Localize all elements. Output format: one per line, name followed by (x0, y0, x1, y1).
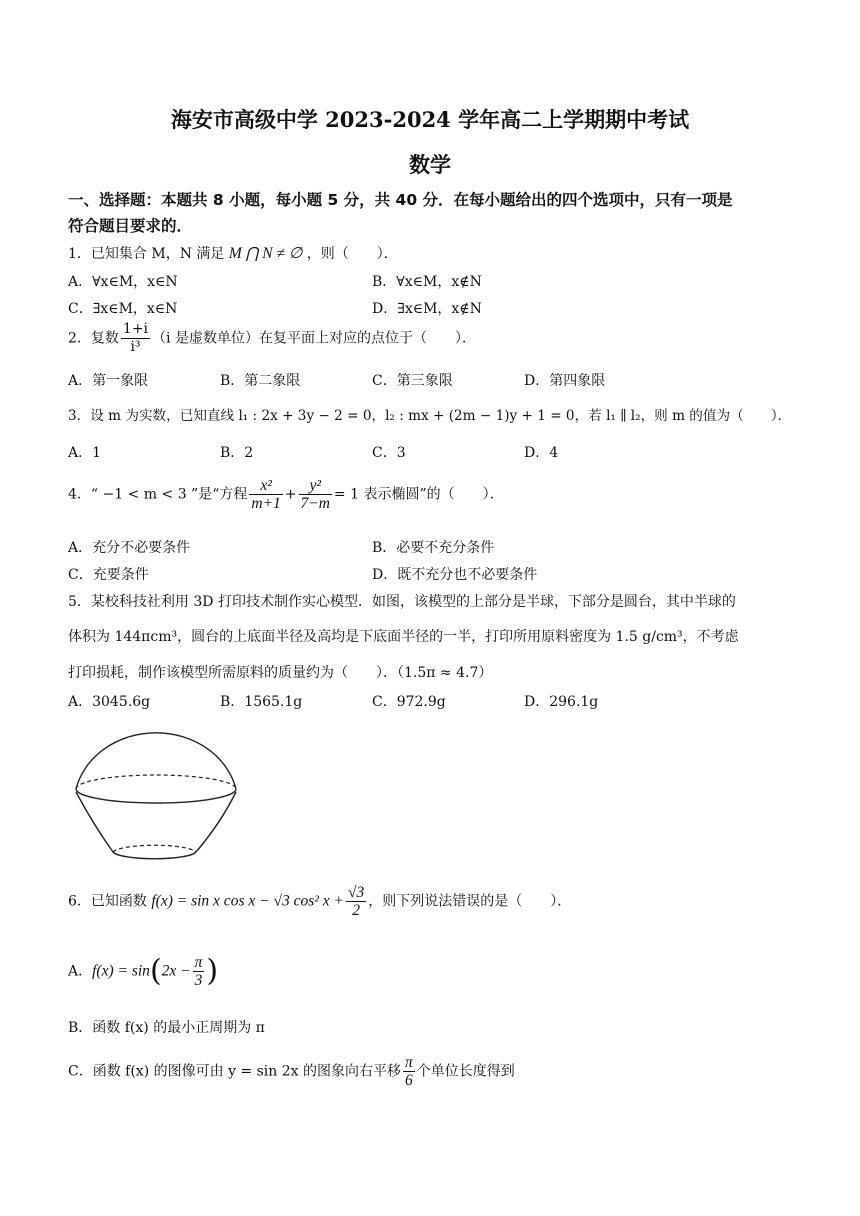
plus-sign: + (284, 486, 297, 503)
fraction-numerator: y² (299, 477, 332, 495)
question-3-stem: 3．设 m 为实数，已知直线 l₁ : 2x + 3y − 2 = 0，l₂ : mx + (2m − 1)y + 1 = 0，若 l₁ ∥ l₂，则 m 的值为（ ）． (68, 408, 792, 424)
option-a-function: f(x) = sin (92, 962, 150, 980)
hemisphere-frustum-figure (68, 714, 248, 870)
option-a-argument: 2x − (161, 962, 191, 980)
question-1-text: 1．已知集合 M，N 满足 (68, 246, 225, 262)
fraction-numerator: 1+i (122, 321, 149, 337)
exam-title: 海安市高级中学 2023-2024 学年高二上学期期中考试 (170, 107, 690, 132)
fraction-numerator: π (194, 954, 203, 971)
question-1-math: M ⋂ N ≠ ∅ (228, 245, 303, 262)
question-4-text: 4．“ −1 < m < 3 ”是“方程 (68, 486, 248, 503)
q1-option-d: D．∃x∈M，x∉N (372, 301, 482, 317)
question-6-function: f(x) = sin x cos x − √3 cos² x + (151, 892, 344, 910)
q3-option-a: A．1 (68, 445, 102, 461)
q6-option-a (68, 954, 218, 989)
fraction-numerator: √3 (347, 884, 365, 901)
q1-option-b: B．∀x∈M，x∉N (372, 274, 482, 290)
fraction-denominator: 3 (194, 972, 203, 989)
fraction-denominator: 6 (405, 1072, 413, 1089)
subject-title: 数学 (409, 152, 451, 177)
q4-option-a: A．充分不必要条件 (68, 540, 191, 556)
q5-option-d: D．296.1g (524, 694, 599, 710)
question-1-tail: ，则（ ）． (306, 246, 398, 262)
q4-option-b: B．必要不充分条件 (372, 540, 495, 556)
q6-option-b: B．函数 f(x) 的最小正周期为 π (68, 1020, 265, 1036)
q1-option-a: A．∀x∈M，x∈N (68, 274, 178, 290)
fraction-denominator: 2 (352, 902, 360, 919)
q2-option-c: C．第三象限 (372, 373, 453, 389)
option-c-text: C．函数 f(x) 的图像可由 y = sin 2x 的图象向右平移 (68, 1063, 401, 1080)
fraction-denominator: 7−m (300, 495, 330, 512)
question-6-tail: ，则下列说法错误的是（ ）． (368, 893, 572, 910)
q4-option-d: D．既不充分也不必要条件 (372, 567, 538, 583)
q3-option-b: B．2 (220, 445, 254, 461)
question-6-text: 6．已知函数 (68, 893, 147, 910)
question-2-text: 2．复数 (68, 330, 119, 347)
fraction-denominator: i³ (130, 339, 141, 355)
q5-option-a: A．3045.6g (68, 694, 151, 710)
fraction-numerator: π (405, 1054, 413, 1071)
q3-option-c: C．3 (372, 445, 406, 461)
option-label: A． (68, 963, 93, 980)
section-heading-line1: 一、选择题：本题共 8 小题，每小题 5 分，共 40 分．在每小题给出的四个选项中，只有一项是 (68, 191, 733, 209)
q2-option-a: A．第一象限 (68, 373, 149, 389)
option-c-fraction (403, 1054, 415, 1089)
q2-option-d: D．第四象限 (524, 373, 606, 389)
fraction-denominator: m+1 (251, 495, 281, 512)
left-paren: ( (149, 953, 162, 989)
question-6-fraction (346, 884, 366, 919)
question-2-tail: （i 是虚数单位）在复平面上对应的点位于（ ）． (152, 330, 476, 347)
question-4-tail: = 1 表示椭圆”的（ ）． (333, 486, 504, 503)
question-4-fraction-x (249, 477, 282, 512)
question-1-stem (68, 243, 398, 263)
q3-option-d: D．4 (524, 445, 559, 461)
question-5-line2: 体积为 144πcm³，圆台的上底面半径及高均是下底面半径的一半，打印所用原料密度为 1.5 g/cm³，不考虑 (68, 629, 739, 645)
q4-option-c: C．充要条件 (68, 567, 149, 583)
question-5-line3: 打印损耗，制作该模型所需原料的质量约为（ ）．（1.5π ≈ 4.7） (68, 665, 493, 681)
question-4-stem (68, 477, 504, 512)
question-6-stem (68, 884, 571, 919)
q5-option-b: B．1565.1g (220, 694, 303, 710)
option-c-tail: 个单位长度得到 (416, 1063, 515, 1080)
q1-option-c: C．∃x∈M，x∈N (68, 301, 178, 317)
question-4-fraction-y (299, 477, 332, 512)
question-2-stem (68, 321, 476, 356)
question-2-fraction (121, 321, 150, 356)
right-paren: ) (206, 953, 219, 989)
section-heading-line2: 符合题目要求的． (68, 217, 193, 235)
q6-option-c (68, 1054, 515, 1089)
question-5-line1: 5．某校科技社利用 3D 打印技术制作实心模型．如图，该模型的上部分是半球，下部分是圆台，其中半球的 (68, 594, 736, 610)
fraction-numerator: x² (249, 477, 282, 495)
q5-option-c: C．972.9g (372, 694, 446, 710)
q2-option-b: B．第二象限 (220, 373, 301, 389)
option-a-fraction (193, 954, 205, 989)
